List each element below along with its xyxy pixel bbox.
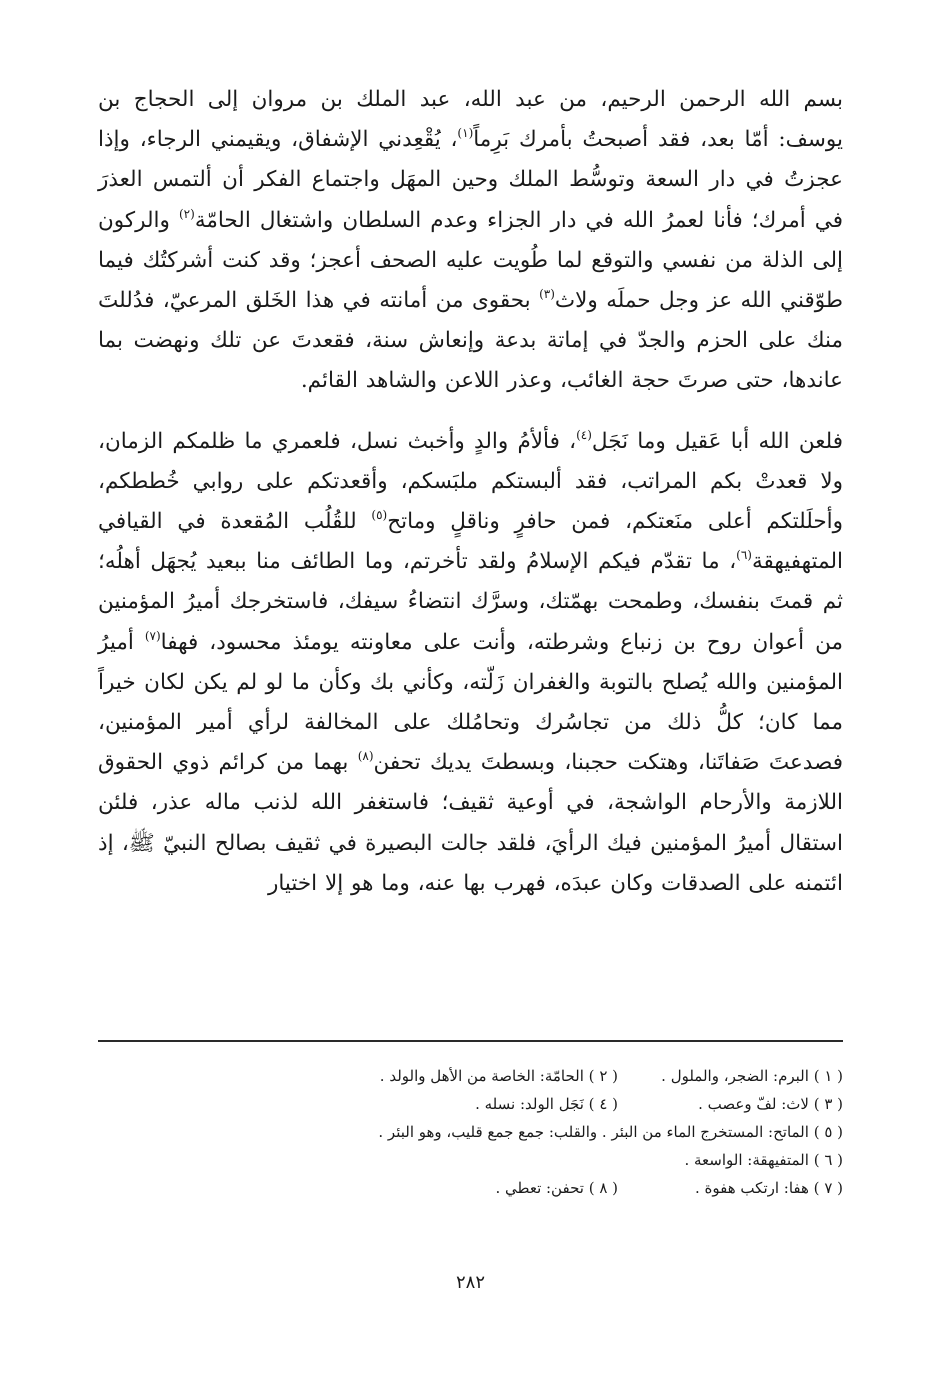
footnote-row (98, 1146, 843, 1174)
footnote-5: ( ٥ ) الماتح: المستخرج الماء من البئر . والقلب: جمع جمع قليب، وهو البئر . (378, 1123, 843, 1141)
footnote-ref: (٤) (576, 427, 592, 442)
footnote-6: ( ٦ ) المتفيهقة: الواسعة . (684, 1151, 843, 1169)
footnote-2: ( ٢ ) الحامّة: الخاصة من الأهل والولد . (379, 1067, 618, 1085)
text-run: ، ما تقدّم فيكم الإسلامُ ولقد تأخرتم، وما الطائف منا ببعيد يُجهَل أهلُه؛ ثم قمتَ بنفسك، وطمحت بهمّتك، وسرَّك انتضاءُ سيفك، فاستخرجك أميرُ المؤمنين من أعوان روح بن زنباع وشرطته، وأنت على معاونته يومئذ محسود، فهفا (98, 549, 844, 655)
footnote-row (98, 1118, 843, 1146)
main-text (98, 80, 843, 904)
footnote-8: ( ٨ ) تحفن: تعطي . (495, 1179, 618, 1197)
page-number: ٢٨٢ (455, 1272, 485, 1293)
footnote-1: ( ١ ) البرم: الضجر، والملول . (661, 1067, 843, 1085)
book-page (98, 80, 843, 1340)
text-run: للقُلُب المُقعدة في القيافي المتهفيهقة (98, 509, 843, 575)
text-run: أميرُ المؤمنين والله يُصلح بالتوبة والغفران زَلّته، وكأني بك وكأن ما لو لم يكن لكان خيراً مما كان؛ كلُّ ذلك من تجاسُرك وتحامُلك على المخالفة لرأي أمير المؤمنين، فصدعتَ صَفاتَنا، وهتكت حجبنا، وبسطتَ يديك تحفن (98, 629, 843, 776)
paragraph (98, 422, 843, 904)
text-run: بحقوى من أمانته في هذا الخَلق المرعيّ، فدُللتَ منك على الحزم والجدّ في إماتة بدعة وإنعاش سنة، فقعدتَ عن تلك ونهضت بما عاندها، حتى صرتَ حجة الغائب، وعذر اللاعن والشاهد القائم. (98, 288, 843, 394)
text-run: فلعن الله أبا عَقيل وما نَجَل (591, 428, 843, 454)
footnote-ref: (١) (457, 126, 474, 141)
footnote-ref: (٢) (178, 206, 195, 221)
footnote-ref: (٨) (357, 749, 374, 764)
footnote-divider (98, 1040, 843, 1042)
text-run: بهما من كرائم ذوي الحقوق اللازمة والأرحام الواشجة، في أوعية ثقيف؛ فاستغفر الله لذنب ماله عذر، فلئن استقال أميرُ المؤمنين فيك الرأيَ، فلقد جالت البصيرة في ثقيف بصالح النبيّ ﷺ، إذ ائتمنه على الصدقات وكان عبدَه، فهرب بها عنه، وما هو إلا اختيار (98, 750, 843, 896)
footnote-ref: (٣) (539, 287, 555, 302)
footnote-ref: (٦) (736, 548, 752, 563)
text-run: والركون إلى الذلة من نفسي والتوقع لما طُويت عليه الصحف أعجز؛ وقد كنت أشركتُك فيما طوّقني الله عز وجل حملَه ولاث (98, 207, 843, 314)
text-run: ، يُقْعِدني الإشفاق، ويقيمني الرجاء، وإذا عجزتُ في دار السعة وتوسُّط الملك وحين المهَل واجتماع الفكر أن ألتمس العذرَ في أمرك؛ فأنا لعمرُ الله في دار الجزاء وعدم السلطان واشتغال الحامّة (98, 127, 843, 233)
footnote-ref: (٥) (371, 508, 388, 523)
footnote-row (98, 1062, 843, 1090)
text-run: بسم الله الرحمن الرحيم، من عبد الله، عبد الملك بن مروان إلى الحجاج بن يوسف: أمّا بعد، فقد أصبحتُ بأمرك بَرِماً (98, 87, 843, 153)
footnote-4: ( ٤ ) نَجَل الولد: نسله . (475, 1095, 618, 1113)
text-run: ، فألأمُ والدٍ وأخبث نسل، فلعمري ما ظلمكم الزمان، ولا قعدتْ بكم المراتب، فقد ألبستكم ملبَسكم، وأقعدتكم على روابي خُططكم، وأحلَلتكم أعلى منَعتكم، فمن حافرٍ وناقلٍ وماتح (98, 428, 843, 535)
footnote-row (98, 1174, 843, 1202)
footnote-row (98, 1090, 843, 1118)
paragraph (98, 80, 843, 402)
footnote-3: ( ٣ ) لاث: لفّ وعصب . (698, 1095, 843, 1113)
footnotes (98, 1062, 843, 1202)
footnote-ref: (٧) (144, 628, 161, 643)
footnote-7: ( ٧ ) هفا: ارتكب هفوة . (695, 1179, 843, 1197)
